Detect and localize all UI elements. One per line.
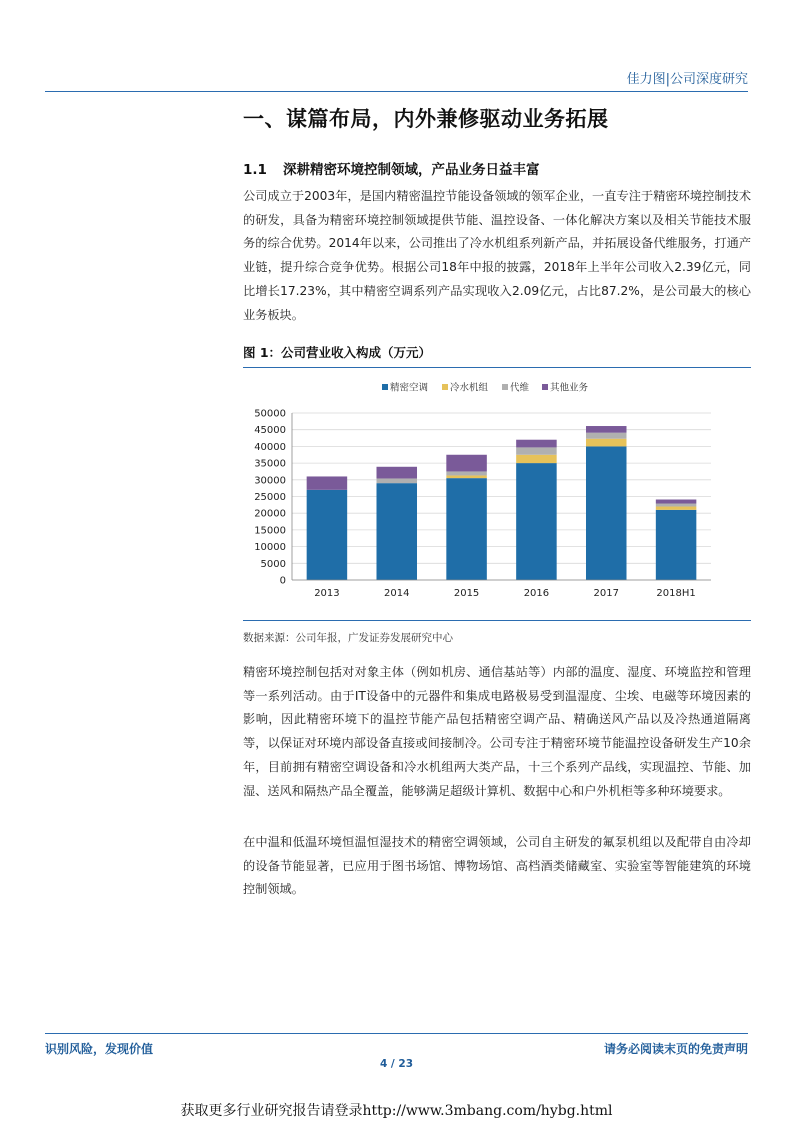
bar-2014-其他业务 bbox=[376, 467, 417, 479]
bar-2017-冷水机组 bbox=[586, 439, 627, 447]
subsection-number: 1.1 bbox=[243, 162, 267, 178]
header-divider bbox=[45, 91, 748, 92]
legend-swatch-1 bbox=[442, 384, 448, 390]
bar-2016-精密空调 bbox=[516, 463, 557, 580]
figure-title: 图 1：公司营业收入构成（万元） bbox=[243, 345, 432, 360]
chart-y-axis bbox=[254, 409, 292, 587]
page-number: 4 / 23 bbox=[379, 1058, 414, 1070]
bar-2016-代维 bbox=[516, 447, 557, 454]
paragraph-1: 公司成立于2003年，是国内精密温控节能设备领域的领军企业，一直专注于精密环境控制技术的研发，具备为精密环境控制领域提供节能、温控设备、一体化解决方案以及相关节能技术服务的综合优势。2014年以来，公司推出了冷水机组系列新产品，并拓展设备代维服务，打通产业链，提升综合竞争优势。根据公司18年中报的披露，2018年上半年公司收入2.39亿元，同比增长17.23%，其中精密空调系列产品实现收入2.09亿元，占比87.2%，是公司最大的核心业务板块。 bbox=[243, 189, 751, 322]
header-brand: 佳力图|公司深度研究 bbox=[626, 72, 748, 87]
legend-label-0: 精密空调 bbox=[390, 382, 429, 394]
y-tick-label-4: 20000 bbox=[254, 508, 286, 520]
bar-2018H1-代维 bbox=[656, 504, 697, 507]
bar-2017-其他业务 bbox=[586, 426, 627, 433]
y-tick-label-6: 30000 bbox=[254, 475, 286, 487]
bar-2015-代维 bbox=[446, 471, 487, 475]
legend-label-2: 代维 bbox=[510, 382, 530, 394]
bar-2018H1-其他业务 bbox=[656, 500, 697, 504]
x-tick-label-0: 2013 bbox=[314, 588, 340, 599]
bar-2015-冷水机组 bbox=[446, 475, 487, 478]
figure-top-rule bbox=[243, 367, 751, 368]
y-tick-label-5: 25000 bbox=[254, 492, 286, 503]
legend-label-1: 冷水机组 bbox=[450, 382, 489, 394]
y-tick-label-8: 40000 bbox=[254, 441, 286, 453]
chart-x-axis bbox=[292, 580, 711, 599]
y-tick-label-10: 50000 bbox=[254, 408, 286, 420]
y-tick-label-0: 0 bbox=[279, 575, 286, 587]
bar-2017-代维 bbox=[586, 433, 627, 439]
y-tick-label-1: 5000 bbox=[260, 558, 286, 570]
y-tick-label-2: 10000 bbox=[254, 542, 286, 554]
legend-swatch-2 bbox=[502, 384, 508, 390]
bar-2018H1-冷水机组 bbox=[656, 507, 697, 510]
figure-bottom-rule bbox=[243, 620, 751, 621]
y-tick-label-3: 15000 bbox=[254, 525, 286, 537]
paragraph-2: 精密环境控制包括对对象主体（例如机房、通信基站等）内部的温度、湿度、环境监控和管理等一系列活动。由于IT设备中的元器件和集成电路极易受到温湿度、尘埃、电磁等环境因素的影响，因此精密环境下的温控节能产品包括精密空调产品、精确送风产品以及冷热通道隔离等，以保证对环境内部设备直接或间接制冷。公司专注于精密环境节能温控设备研发生产10余年，目前拥有精密空调设备和冷水机组两大类产品，十三个系列产品线，实现温控、节能、加湿、送风和隔热产品全覆盖，能够满足超级计算机、数据中心和户外机柜等多种环境要求。 bbox=[243, 665, 751, 798]
revenue-chart bbox=[243, 369, 751, 617]
legend-label-3: 其他业务 bbox=[550, 382, 589, 394]
subsection-title bbox=[243, 158, 540, 178]
bar-2016-冷水机组 bbox=[516, 455, 557, 463]
legend-swatch-0 bbox=[382, 384, 388, 390]
bar-2014-代维 bbox=[376, 478, 417, 483]
x-tick-label-4: 2017 bbox=[593, 588, 619, 599]
bar-2018H1-精密空调 bbox=[656, 510, 697, 580]
x-tick-label-2: 2015 bbox=[453, 588, 480, 599]
bar-2013-精密空调 bbox=[307, 490, 348, 580]
y-tick-label-9: 45000 bbox=[254, 425, 286, 437]
y-tick-label-7: 35000 bbox=[254, 458, 286, 470]
x-tick-label-5: 2018H1 bbox=[656, 588, 696, 599]
footer-disclaimer: 请务必阅读末页的免责声明 bbox=[603, 1042, 748, 1056]
figure-source: 数据来源：公司年报，广发证券发展研究中心 bbox=[243, 632, 453, 644]
bar-2016-其他业务 bbox=[516, 440, 557, 448]
paragraph-3: 在中温和低温环境恒温恒湿技术的精密空调领域，公司自主研发的氟泵机组以及配带自由冷却的设备节能显著，已应用于图书场馆、博物场馆、高档酒类储藏室、实验室等智能建筑的环境控制领域。 bbox=[243, 835, 751, 897]
chart-legend bbox=[382, 382, 589, 394]
footer-divider bbox=[45, 1033, 748, 1034]
bar-2017-精密空调 bbox=[586, 446, 627, 580]
bar-2013-其他业务 bbox=[307, 476, 348, 489]
promo-link[interactable]: 获取更多行业研究报告请登录http://www.3mbang.com/hybg.html bbox=[180, 1103, 613, 1119]
bar-2015-精密空调 bbox=[446, 478, 487, 580]
x-tick-label-1: 2014 bbox=[384, 588, 410, 599]
chart-grid bbox=[292, 413, 711, 580]
section-title: 一、谋篇布局，内外兼修驱动业务拓展 bbox=[243, 107, 609, 131]
legend-swatch-3 bbox=[542, 384, 548, 390]
subsection-text: 深耕精密环境控制领域，产品业务日益丰富 bbox=[283, 162, 540, 178]
chart-bars bbox=[307, 426, 697, 580]
bar-2015-其他业务 bbox=[446, 455, 487, 472]
footer-slogan: 识别风险，发现价值 bbox=[45, 1042, 154, 1056]
x-tick-label-3: 2016 bbox=[523, 588, 550, 599]
bar-2014-精密空调 bbox=[376, 483, 417, 580]
